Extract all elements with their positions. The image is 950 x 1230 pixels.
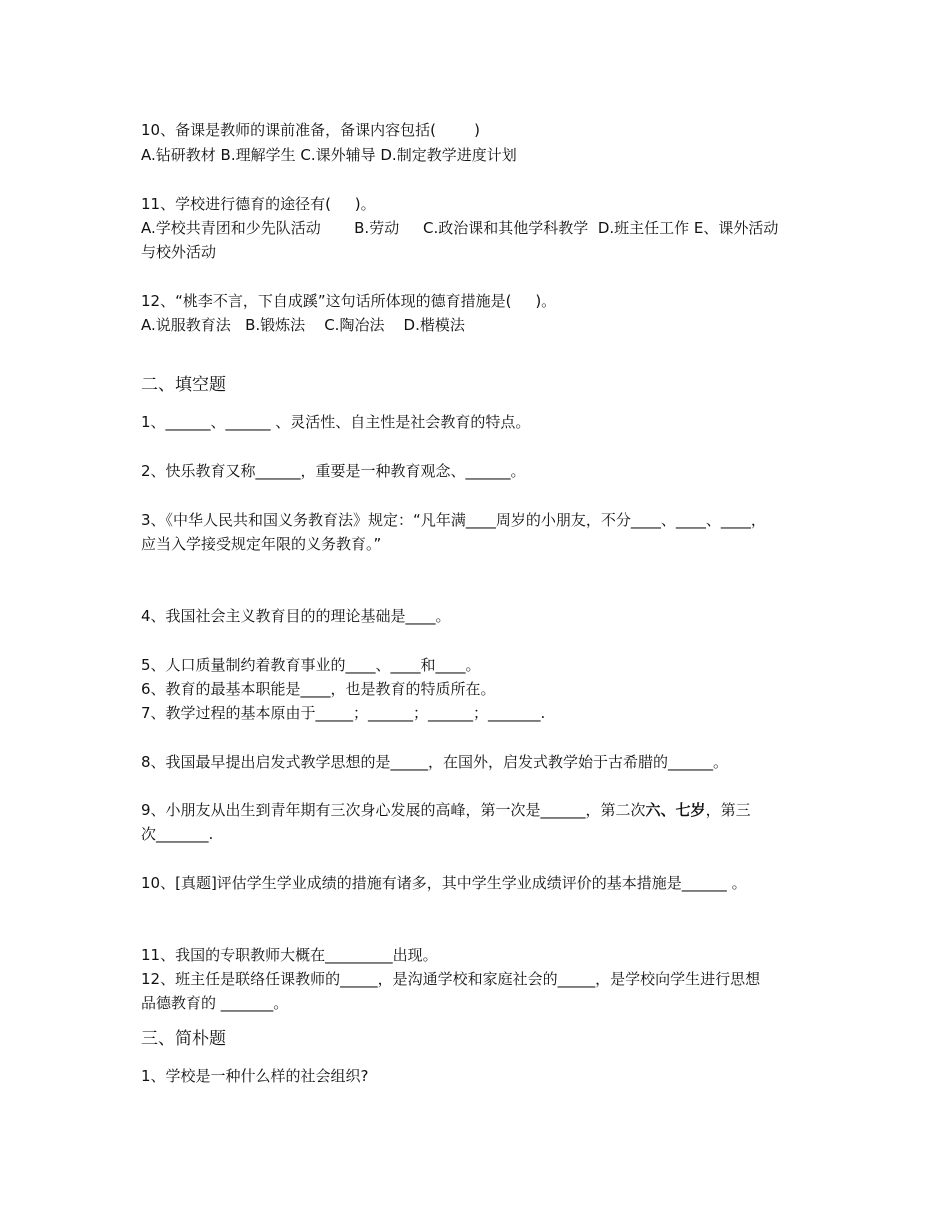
fill-question-9-text: 9、小朋友从出生到青年期有三次身心发展的高峰，第一次是______，第二次 <box>141 801 646 819</box>
fill-question-3: 3、《中华人民共和国义务教育法》规定：“凡年满____周岁的小朋友，不分____、____、____， <box>141 511 766 529</box>
fill-question-12: 12、班主任是联络任课教师的_____，是沟通学校和家庭社会的_____，是学校向学生进行思想 <box>141 970 761 988</box>
fill-question-3-cont: 应当入学接受规定年限的义务教育。” <box>141 535 382 553</box>
fill-question-7: 7、教学过程的基本原由于_____；______；______；_______. <box>141 704 546 722</box>
fill-question-8: 8、我国最早提出启发式教学思想的是_____，在国外，启发式教学始于古希腊的______。 <box>141 753 729 771</box>
fill-question-9 <box>141 800 751 820</box>
fill-question-12-cont: 品德教育的 _______。 <box>141 994 289 1012</box>
short-answer-question-1: 1、学校是一种什么样的社会组织? <box>141 1067 369 1085</box>
fill-question-9-cont: 次_______. <box>141 825 214 843</box>
fill-question-6: 6、教育的最基本职能是____，也是教育的特质所在。 <box>141 680 496 698</box>
fill-question-11: 11、我国的专职教师大概在_________出现。 <box>141 946 438 964</box>
section-heading-fill-in: 二、填空题 <box>141 375 226 395</box>
fill-question-10: 10、[真题]评估学生学业成绩的措施有诸多，其中学生学业成绩评价的基本措施是______ 。 <box>141 874 747 892</box>
fill-question-9-bold: 六、七岁 <box>645 801 706 819</box>
question-11-options: A.学校共青团和少先队活动 B.劳动 C.政治课和其他学科教学 D.班主任工作 E、课外活动 <box>141 219 779 237</box>
fill-question-9-tail: ，第三 <box>705 801 751 819</box>
question-11-options-cont: 与校外活动 <box>141 243 217 261</box>
question-12-options: A.说服教育法 B.锻炼法 C.陶冶法 D.楷模法 <box>141 316 465 334</box>
fill-question-2: 2、快乐教育又称______，重要是一种教育观念、______。 <box>141 462 526 480</box>
fill-question-4: 4、我国社会主义教育目的的理论基础是____。 <box>141 607 451 625</box>
section-heading-short-answer: 三、简朴题 <box>141 1029 226 1049</box>
question-11-stem: 11、学校进行德育的途径有( )。 <box>141 195 376 213</box>
question-12-stem: 12、“桃李不言，下自成蹊”这句话所体现的德育措施是( )。 <box>141 292 557 310</box>
fill-question-1: 1、______、______ 、灵活性、自主性是社会教育的特点。 <box>141 413 531 431</box>
fill-question-5: 5、人口质量制约着教育事业的____、____和____。 <box>141 656 481 674</box>
question-10-stem: 10、备课是教师的课前准备，备课内容包括( ) <box>141 121 480 139</box>
question-10-options: A.钻研教材 B.理解学生 C.课外辅导 D.制定教学进度计划 <box>141 146 517 164</box>
